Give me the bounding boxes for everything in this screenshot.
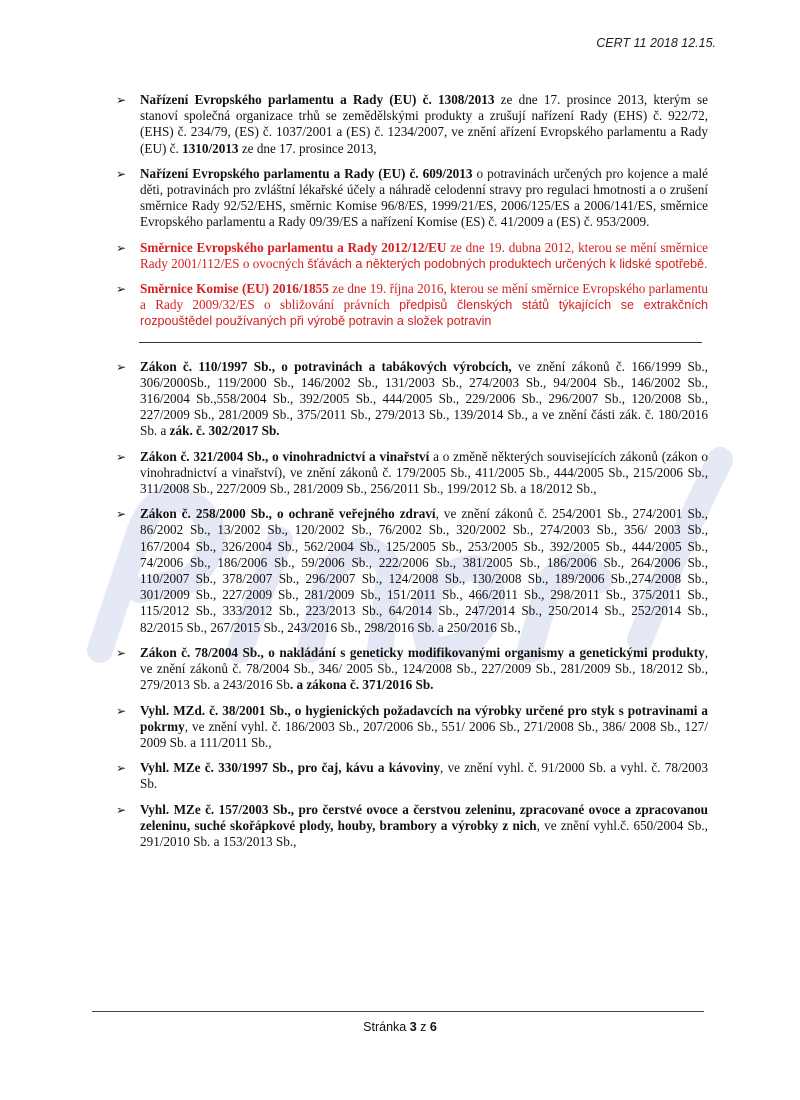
item-title: Zákon č. 321/2004 Sb., o vinohradnictví a vinařství [140,448,430,464]
item-title: Zákon č. 78/2004 Sb., o nakládání s geneticky modifikovanými organismy a genetickými produkty [140,644,705,660]
list-item [112,760,708,792]
item-title: Vyhl. MZe č. 157/2003 Sb., pro čerstvé ovoce a čerstvou zeleninu, zpracované ovoce a zpracovanou zeleninu, suché skořápkové plody, houby, brambory a výrobky z nich [140,801,708,833]
arrow-bullet-icon: ➢ [116,240,127,255]
item-title-2: 1310/2013 [182,140,239,156]
item-title: Zákon č. 110/1997 Sb., o potravinách a tabákových výrobcích, [140,358,512,374]
item-text: ze dne 17. prosince 2013, kterým se stanoví společná organizace trhů se zemědělskými produkty a zrušují nařízení Rady (EHS) č. 922/72, (EHS) č. 234/79, (ES) č. 1037/2001 a (ES) č. 1234/2007, ve znění ařízení Evropského parlamentu a Rady (EU) č. [140,92,708,156]
list-item [112,92,708,157]
arrow-bullet-icon: ➢ [116,645,127,660]
item-title: Vyhl. MZe č. 330/1997 Sb., pro čaj, kávu a kávoviny [140,760,441,776]
list-item [112,645,708,694]
item-title-2: . a zákona č. 371/2016 Sb. [289,677,434,693]
list-item [112,359,708,440]
item-text: , ve znění zákonů č. 254/2001 Sb., 274/2001 Sb., 86/2002 Sb., 13/2002 Sb., 120/2002 Sb., 76/2002 Sb., 320/2002 Sb., 274/2003 Sb., 356/ 2003 Sb., 167/2004 Sb., 326/2004 Sb., 562/2004 Sb., 125/2005 Sb., 253/2005 Sb., 392/2005 Sb., 444/2005 Sb., 74/2006 Sb., 186/2006 Sb., 59/2006 Sb., 222/2006 Sb., 381/2005 Sb., 186/2006 Sb., 264/2006 Sb., 110/2007 Sb., 378/2007 Sb., 296/2007 Sb., 124/2008 Sb., 130/2008 Sb., 189/2006 Sb.,274/2008 Sb., 301/2009 Sb., 227/2009 Sb., 281/2009 Sb., 151/2011 Sb., 466/2011 Sb., 298/2011 Sb., 375/2011 Sb., 115/2012 Sb., 333/2012 Sb., 223/2013 Sb., 64/2014 Sb., 247/2014 Sb., 250/2014 Sb., 252/2014 Sb., 82/2015 Sb., 267/2015 Sb., 243/2016 Sb., 298/2016 Sb. a 250/2016 Sb., [140,506,709,635]
list-item [112,166,708,231]
item-text-2: šťávách a některých podobných produktech určených k lidské spotřebě. [307,256,708,271]
list-item [112,506,708,636]
arrow-bullet-icon: ➢ [116,93,127,107]
arrow-bullet-icon: ➢ [116,359,127,374]
item-text: o potravinách určených pro kojence a malé děti, potravinách pro zvláštní lékařské účely a náhradě celodenní stravy pro regulaci hmotnosti a o zrušení směrnice Rady 92/52/EHS, směrnic Komise 96/8/ES, 1999/21/ES, 2006/125/ES a 2006/141/ES, směrnice Evropského parlamentu a Rady 09/39/ES a nařízení Komise (ES) č. 41/2009 a (ES) č. 953/2009. [140,165,708,230]
arrow-bullet-icon: ➢ [116,282,127,297]
item-text: , ve znění zákonů č. 78/2004 Sb., 346/ 2005 Sb., 124/2008 Sb., 227/2009 Sb., 281/2009 Sb., 18/2012 Sb., 279/2013 Sb. a 243/2016 Sb [140,644,708,693]
item-title: Nařízení Evropského parlamentu a Rady (EU) č. 609/2013 [140,165,473,181]
item-text-2: předpisů členských států týkajících se extrakčních rozpouštědel používaných při výrobě potravin a složek potravin [140,298,709,329]
footer-separator: z [420,1020,427,1034]
document-body [112,92,708,859]
item-text-2: ze dne 17. prosince 2013, [238,140,377,156]
arrow-bullet-icon: ➢ [116,761,127,776]
item-text: a o změně některých souvisejících zákonů (zákon o vinohradnictví a vinařství), ve znění zákonů č. 179/2005 Sb., 411/2005 Sb., 444/2005 Sb., 215/2006 Sb., 311/2008 Sb., 227/2009 Sb., 281/2009 Sb., 256/2011 Sb., 199/2012 Sb. a 18/2012 Sb., [140,448,708,497]
list-item [112,802,708,851]
item-title-2: zák. č. 302/2017 Sb. [169,423,280,439]
item-text: ze dne 19. dubna 2012, kterou se mění směrnice Rady 2001/112/ES o ovocných [140,239,708,271]
current-page-number: 3 [409,1020,417,1034]
arrow-bullet-icon: ➢ [116,703,127,718]
item-text: , ve znění vyhl. č. 186/2003 Sb., 207/2006 Sb., 551/ 2006 Sb., 271/2008 Sb., 386/ 2008 Sb., 127/ 2009 Sb. a 111/2011 Sb., [140,718,708,750]
list-item-amendment [112,281,708,330]
item-title: Zákon č. 258/2000 Sb., o ochraně veřejného zdraví [140,506,436,522]
arrow-bullet-icon: ➢ [116,802,127,817]
list-item-amendment [112,240,708,272]
total-pages-number: 6 [429,1020,437,1034]
item-title: Směrnice Komise (EU) 2016/1855 [140,281,329,297]
list-item [112,703,708,752]
item-text: , ve znění vyhl. č. 91/2000 Sb. a vyhl. č. 78/2003 Sb. [140,760,708,792]
item-title: Vyhl. MZd. č. 38/2001 Sb., o hygienických požadavcích na výrobky určené pro styk s potravinami a pokrmy [140,702,708,734]
page-footer [0,1020,800,1034]
footer-divider [92,1011,704,1012]
item-title: Nařízení Evropského parlamentu a Rady (EU) č. 1308/2013 [140,92,495,107]
item-title: Směrnice Evropského parlamentu a Rady 2012/12/EU [140,239,447,255]
item-text: ve znění zákonů č. 166/1999 Sb., 306/2000Sb., 119/2000 Sb., 146/2002 Sb., 131/2003 Sb., 274/2003 Sb., 94/2004 Sb., 146/2002 Sb., 316/2004 Sb.,558/2004 Sb., 392/2005 Sb., 444/2005 Sb., 229/2006 Sb., 296/2007 Sb., 120/2008 Sb., 227/2009 Sb., 281/2009 Sb., 375/2011 Sb., 279/2013 Sb., 139/2014 Sb., a ve znění části zák. č. 180/2016 Sb. a [140,358,708,439]
item-text: , ve znění vyhl.č. 650/2004 Sb., 291/2010 Sb. a 153/2013 Sb., [140,817,708,849]
arrow-bullet-icon: ➢ [116,166,127,181]
arrow-bullet-icon: ➢ [116,449,127,464]
footer-label: Stránka [363,1020,407,1034]
document-code: CERT 11 2018 12.15. [596,36,716,50]
section-divider [139,342,702,343]
item-text: ze dne 19. října 2016, kterou se mění směrnice Evropského parlamentu a Rady 2009/32/ES o sbližování právních [140,281,708,313]
arrow-bullet-icon: ➢ [116,507,127,522]
list-item [112,449,708,498]
